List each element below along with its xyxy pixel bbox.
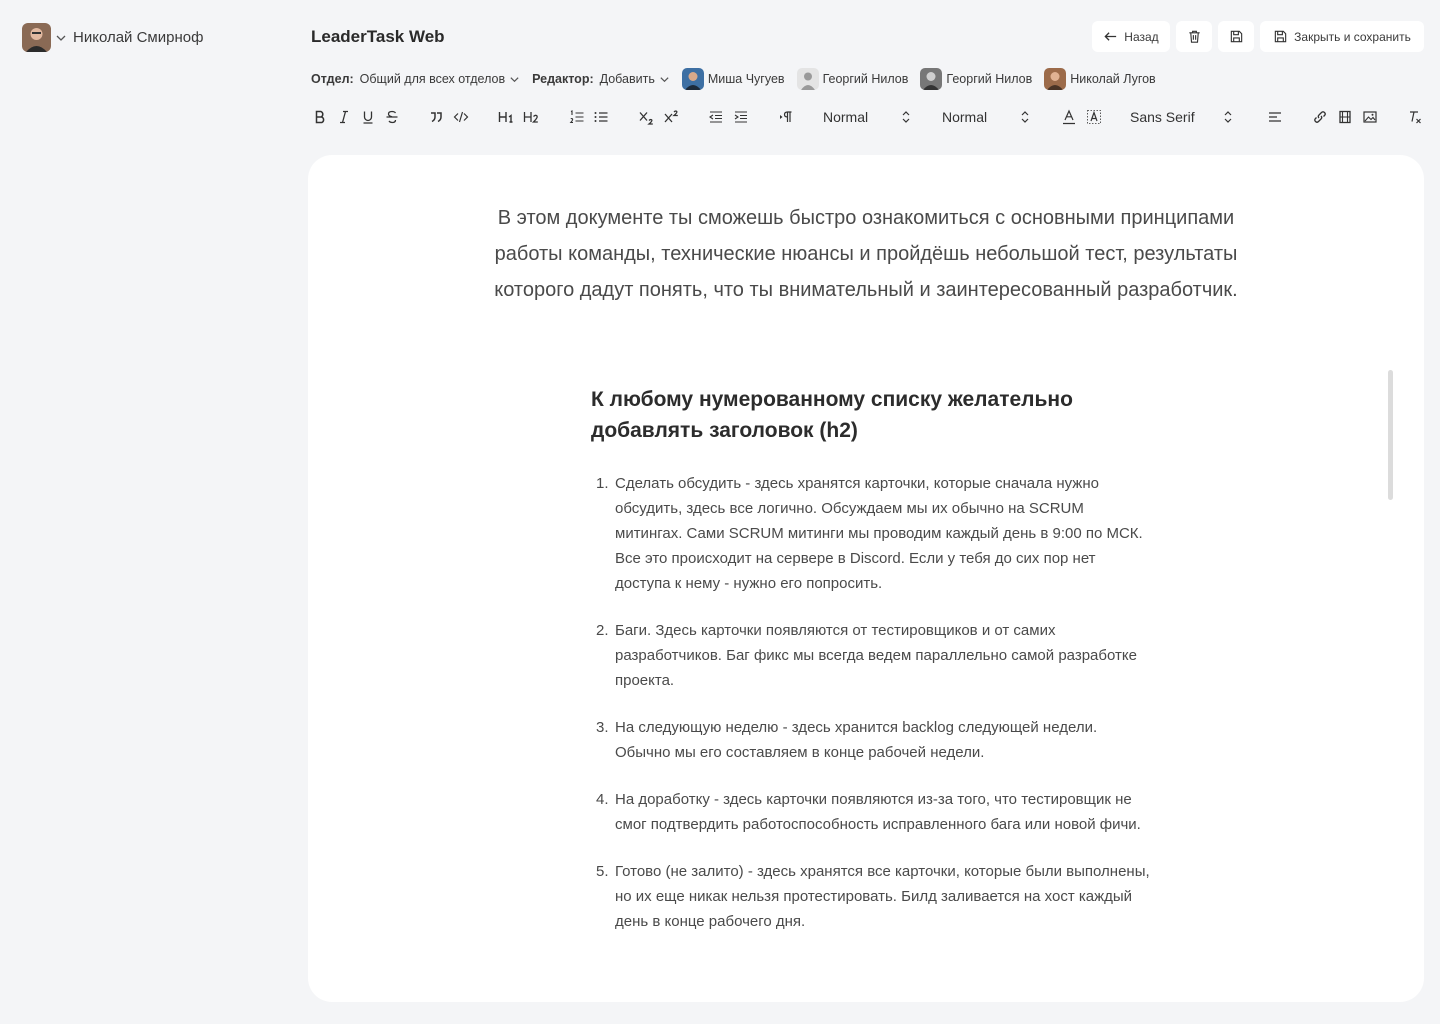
list-item-text: Баги. Здесь карточки появляются от тестировщиков и от самих разработчиков. Баг фикс мы всегда ведем параллельно самой разработке проекта. — [615, 622, 1137, 689]
code-icon — [453, 109, 469, 125]
member-avatar — [920, 68, 942, 90]
video-button[interactable] — [1334, 104, 1356, 130]
member-name: Георгий Нилов — [822, 72, 909, 86]
highlight-icon — [1086, 109, 1102, 125]
ordered-list-button[interactable] — [566, 104, 588, 130]
heading-select[interactable] — [823, 104, 911, 130]
strikethrough-icon — [384, 109, 400, 125]
member-chip[interactable] — [682, 68, 785, 90]
close-and-save-button[interactable] — [1260, 21, 1424, 52]
text-direction-icon — [778, 109, 794, 125]
scrollbar[interactable] — [1388, 370, 1393, 500]
italic-icon — [336, 109, 352, 125]
heading2-icon — [523, 109, 539, 125]
bold-icon — [312, 109, 328, 125]
list-item-number: 1. — [596, 475, 609, 492]
heading1-icon — [498, 109, 514, 125]
bold-button[interactable] — [309, 104, 331, 130]
editor-value: Добавить — [599, 72, 655, 86]
list-item-text: На доработку - здесь карточки появляются из-за того, что тестировщик не смог подтвердить работоспособность исправленного бага или новой фичи. — [615, 791, 1141, 833]
list-item-number: 2. — [596, 622, 609, 639]
list-item — [591, 471, 1151, 596]
numbered-list — [591, 471, 1151, 956]
header-actions — [1092, 21, 1424, 52]
link-icon — [1312, 109, 1328, 125]
subscript-icon — [638, 109, 654, 125]
document-meta — [311, 67, 1156, 91]
member-chip[interactable] — [797, 68, 909, 90]
sort-arrows-icon — [1020, 110, 1030, 124]
subscript-button[interactable] — [635, 104, 657, 130]
text-color-button[interactable] — [1058, 104, 1080, 130]
list-item — [591, 859, 1151, 934]
document-editor[interactable] — [308, 155, 1424, 1002]
outdent-icon — [708, 109, 724, 125]
member-avatar — [1044, 68, 1066, 90]
trash-icon — [1187, 29, 1202, 44]
align-left-icon — [1267, 109, 1283, 125]
back-button-label: Назад — [1124, 29, 1159, 44]
bullet-list-icon — [593, 109, 609, 125]
list-item-number: 5. — [596, 863, 609, 880]
user-menu[interactable] — [22, 23, 203, 52]
size-select[interactable] — [942, 104, 1030, 130]
close-and-save-label: Закрыть и сохранить — [1294, 29, 1411, 44]
list-item-text: На следующую неделю - здесь хранится backlog следующей недели. Обычно мы его составляем в конце рабочей недели. — [615, 719, 1098, 761]
image-icon — [1362, 109, 1378, 125]
save-icon — [1273, 29, 1288, 44]
list-item-number: 4. — [596, 791, 609, 808]
align-button[interactable] — [1264, 104, 1286, 130]
text-direction-button[interactable] — [775, 104, 797, 130]
department-select[interactable] — [360, 72, 520, 86]
strike-button[interactable] — [381, 104, 403, 130]
chevron-down-icon — [509, 74, 520, 85]
size-select-value: Normal — [942, 109, 988, 125]
sort-arrows-icon — [1223, 110, 1233, 124]
blockquote-button[interactable] — [425, 104, 447, 130]
editor-label: Редактор: — [532, 72, 594, 86]
image-button[interactable] — [1359, 104, 1381, 130]
intro-paragraph: В этом документе ты сможешь быстро ознакомиться с основными принципами работы команды, технические нюансы и пройдёшь небольшой тест, результаты которого дадут понять, что ты внимательный и заинтересованный разработчик. — [494, 207, 1238, 301]
member-name: Георгий Нилов — [946, 72, 1033, 86]
underline-icon — [360, 109, 376, 125]
member-name: Николай Лугов — [1070, 72, 1156, 86]
arrow-left-icon — [1103, 29, 1118, 44]
clear-format-icon — [1407, 109, 1423, 125]
member-chip[interactable] — [920, 68, 1032, 90]
indent-icon — [733, 109, 749, 125]
editor-select[interactable] — [600, 72, 670, 86]
text-color-icon — [1061, 109, 1077, 125]
heading-select-value: Normal — [823, 109, 869, 125]
user-avatar — [22, 23, 51, 52]
department-label: Отдел: — [311, 72, 354, 86]
italic-button[interactable] — [333, 104, 355, 130]
list-item — [591, 618, 1151, 693]
back-button[interactable] — [1092, 21, 1170, 52]
superscript-button[interactable] — [660, 104, 682, 130]
chevron-down-icon — [55, 32, 67, 44]
list-item-number: 3. — [596, 719, 609, 736]
superscript-icon — [663, 109, 679, 125]
code-button[interactable] — [450, 104, 472, 130]
indent-button[interactable] — [730, 104, 752, 130]
delete-button[interactable] — [1176, 21, 1212, 52]
member-avatar — [797, 68, 819, 90]
clear-format-button[interactable] — [1404, 104, 1426, 130]
bullet-list-button[interactable] — [590, 104, 612, 130]
page-title: LeaderTask Web — [311, 27, 445, 46]
chevron-down-icon — [659, 74, 670, 85]
list-item-text: Готово (не залито) - здесь хранятся все карточки, которые были выполнены, но их еще никак нельзя протестировать. Билд заливается на хост каждый день в конце рабочего дня. — [615, 863, 1150, 930]
list-item — [591, 715, 1151, 765]
ordered-list-icon — [569, 109, 585, 125]
quote-icon — [428, 109, 444, 125]
font-select[interactable] — [1130, 104, 1233, 130]
member-name: Миша Чугуев — [707, 72, 785, 86]
sort-arrows-icon — [901, 110, 911, 124]
member-avatar — [682, 68, 704, 90]
background-color-button[interactable] — [1083, 104, 1105, 130]
heading2-button[interactable] — [520, 104, 542, 130]
list-item-text: Сделать обсудить - здесь хранятся карточки, которые сначала нужно обсудить, здесь все логично. Обсуждаем мы их обычно на SCRUM митингах. Сами SCRUM митинги мы проводим каждый день в 9:00 по МСК. Все это происходит на сервере в Discord. Если у тебя до сих пор нет доступа к нему - нужно его попросить. — [615, 475, 1143, 592]
outdent-button[interactable] — [705, 104, 727, 130]
font-select-value: Sans Serif — [1130, 109, 1195, 125]
underline-button[interactable] — [357, 104, 379, 130]
list-item — [591, 787, 1151, 837]
user-name: Николай Смирноф — [73, 29, 204, 46]
save-button[interactable] — [1218, 21, 1254, 52]
editor-toolbar — [305, 104, 1425, 130]
link-button[interactable] — [1309, 104, 1331, 130]
department-value: Общий для всех отделов — [359, 72, 506, 86]
heading1-button[interactable] — [495, 104, 517, 130]
save-icon — [1229, 29, 1244, 44]
section-heading: К любому нумерованному списку желательно добавлять заголовок (h2) — [591, 388, 1073, 442]
member-chip[interactable] — [1044, 68, 1155, 90]
film-icon — [1337, 109, 1353, 125]
